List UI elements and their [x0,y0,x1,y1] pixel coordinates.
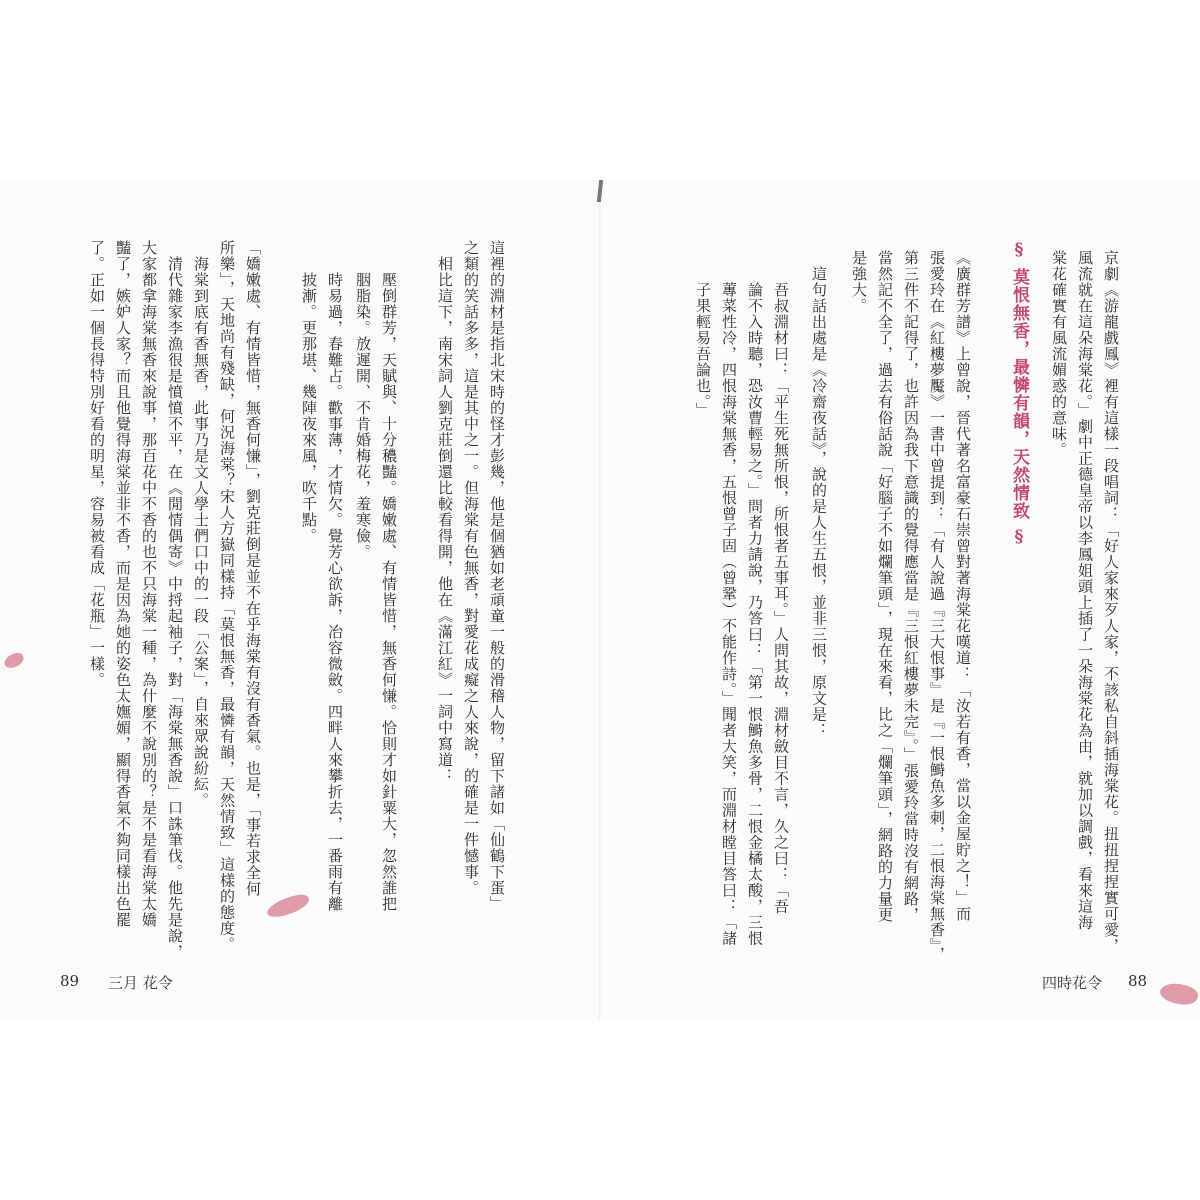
right-col-13: 子果輕易吾論也。」 [694,250,712,419]
book-gutter [599,180,601,1020]
left-col-5: 時易過，春難占。歡事薄，才情欠。覺芳心欲訴，冶容微斂。四畔人來攀折去，一番雨有離 [326,240,344,912]
left-col-2: 相比這下，南宋詞人劉克莊倒還比較看得開，他在《滿江紅》一詞中寫道： [436,240,454,784]
left-page-header: 三月 花令 [108,974,173,992]
left-page-number: 89 [60,972,80,990]
right-col-8: 是強大。 [850,250,868,314]
left-col-11: 大家都拿海棠無香來說事，那百花中不香的也不只海棠一種，為什麼不說別的？是不是看海棠太嬌 [140,240,158,928]
left-col-3: 壓倒群芳，天賦與、十分穠豔。嬌嫩處、有情皆惜，無香何慊。恰則才如針粟大，忽然誰把 [380,240,398,912]
right-col-5: 張愛玲在《紅樓夢魘》一書中曾提到：「有人說過『三大恨事』是『一恨鰣魚多刺，二恨海棠無香』， [928,250,946,963]
left-col-12: 豔了，嫉妒人家？而且他覺得海棠並非不香，而是因為她的姿色太嫵媚，顯得香氣不夠同樣出色罷 [114,240,132,928]
right-col-11: 論不入時聽，恐汝曹輕易之。」問者力請說，乃答曰：「第一恨鰣魚多骨，二恨金橘太酸，三恨 [746,250,764,947]
left-col-10: 清代雜家李漁很是憤憤不平，在《閒情偶寄》中捋起袖子，對「海棠無香說」口誅筆伐。他先是說， [166,240,184,960]
left-col-7: 「嬌嫩處、有情皆惜，無香何慊」，劉克莊倒是並不在乎海棠有沒有香氣。也是，「事若求全何 [244,240,262,897]
left-col-0: 這裡的淵材是指北宋時的怪才彭幾，他是個猶如老頑童一般的滑稽人物，留下諸如「仙鶴下蛋」 [488,240,506,912]
left-col-9: 海棠到底有香無香，此事乃是文人學士們口中的一段「公案」，自來眾說紛紜。 [192,240,210,809]
right-page-number: 88 [1128,972,1148,990]
right-page-header: 四時花令 [1042,974,1103,992]
right-col-9: 這句話出處是《冷齋夜話》，說的是人生五恨，並非三恨，原文是： [810,250,828,739]
right-col-10: 吾叔淵材曰：「平生死無所恨，所恨者五事耳。」人問其故，淵材斂目不言，久之曰：「吾 [772,250,790,915]
right-col-6: 第三件不記得了，也許因為我下意識的覺得應當是『三恨紅樓夢未完』。」張愛玲當時沒有網路， [902,250,920,923]
left-col-1: 之類的笑話多多，這是其中之一。但海棠有色無香，對愛花成癡之人來說，的確是一件憾事。 [462,240,480,896]
section-heading: § 莫恨無香，最憐有韻，天然情致 § [1009,240,1029,548]
left-col-8: 所樂」，天地尚有殘缺，何況海棠？宋人方嶽同樣持「莫恨無香，最憐有韻，天然情致」這樣的態度。 [218,240,236,953]
right-col-7: 當然記不全了，過去有俗話說「好腦子不如爛筆頭」，現在來看，比之「爛筆頭」，網路的力量更 [876,250,894,923]
right-col-0: 京劇《游龍戲鳳》裡有這樣一段唱詞：「好人家來歹人家，不該私自斜插海棠花。扭扭捏捏實可愛， [1102,250,1120,954]
left-col-13: 了。正如一個長得特別好看的明星，容易被看成「花瓶」一樣。 [88,240,106,688]
left-col-4: 胭脂染。放遲開、不肯婚梅花，羞寒儉。 [354,240,372,560]
left-col-6: 披漸。更那堪、幾陣夜來風，吹千點。 [300,240,318,544]
right-col-4: 《廣群芳譜》上曾說，晉代著名富豪石崇曾對著海棠花嘆道：「汝若有香，當以金屋貯之！」而 [954,250,972,922]
right-col-1: 風流就在這朵海棠花。」劇中正德皇帝以李鳳姐頭上插了一朵海棠花為由，就加以調戲，看來這海 [1076,250,1094,931]
right-col-12: 蓴菜性冷，四恨海棠無香，五恨曾子固（曾鞏）不能作詩。」聞者大笑，而淵材瞠目答曰：「諸 [720,250,738,947]
right-col-2: 棠花確實有風流媚惑的意味。 [1050,250,1068,458]
